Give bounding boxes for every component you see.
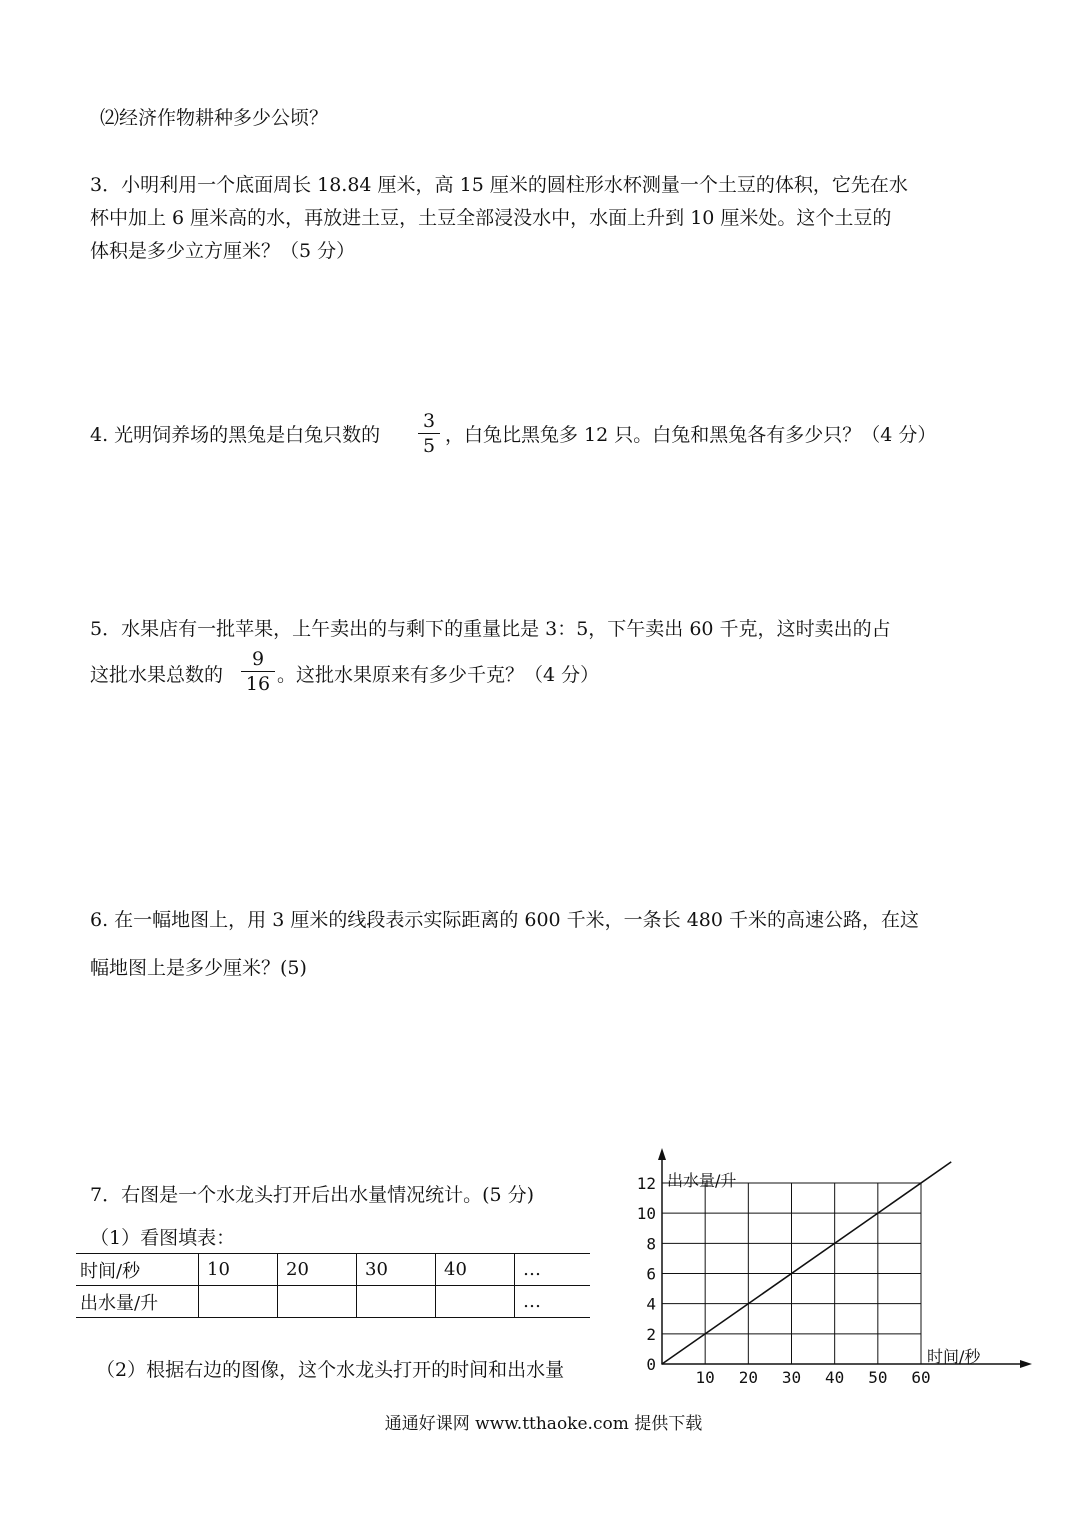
data-point bbox=[791, 1273, 793, 1275]
data-point bbox=[877, 1212, 879, 1214]
y-tick-label: 6 bbox=[646, 1264, 656, 1284]
q6-line1: 6. 在一幅地图上，用 3 厘米的线段表示实际距离的 600 千米，一条长 480 千米的高速公路，在这 bbox=[90, 909, 920, 931]
x-tick-label: 30 bbox=[781, 1368, 802, 1387]
answer-cell[interactable] bbox=[199, 1286, 278, 1318]
table-row bbox=[76, 1254, 590, 1286]
answer-cell[interactable] bbox=[436, 1286, 515, 1318]
data-point bbox=[661, 1363, 663, 1365]
q5-line1: 5．水果店有一批苹果，上午卖出的与剩下的重量比是 3：5，下午卖出 60 千克，这时卖出的占 bbox=[90, 618, 891, 640]
q5-text-after: 。这批水果原来有多少千克？（4 分） bbox=[277, 664, 600, 686]
y-tick-label: 12 bbox=[636, 1174, 656, 1193]
q4-fraction-numerator: 3 bbox=[422, 410, 436, 432]
y-tick-label: 4 bbox=[646, 1294, 656, 1314]
y-tick-label: 10 bbox=[636, 1204, 656, 1224]
q4-fraction bbox=[418, 410, 440, 457]
table-cell: 出水量/升 bbox=[76, 1286, 199, 1318]
q7-fill-table bbox=[76, 1253, 590, 1318]
x-tick-label: 40 bbox=[825, 1368, 845, 1387]
table-cell: … bbox=[515, 1286, 591, 1318]
table-cell: 30 bbox=[357, 1254, 436, 1286]
data-point bbox=[834, 1243, 836, 1245]
table-row bbox=[76, 1286, 590, 1318]
x-tick-label: 10 bbox=[695, 1368, 715, 1387]
q5-text-before: 这批水果总数的 bbox=[90, 664, 224, 686]
q3-line3: 体积是多少立方厘米？（5 分） bbox=[90, 240, 356, 262]
table-cell: … bbox=[515, 1254, 591, 1286]
x-tick-label: 50 bbox=[868, 1368, 888, 1387]
q3-line1: 3．小明利用一个底面周长 18.84 厘米，高 15 厘米的圆柱形水杯测量一个土豆的体积，它先在水 bbox=[90, 174, 908, 196]
data-point bbox=[704, 1333, 706, 1335]
x-tick-label: 60 bbox=[911, 1368, 931, 1387]
data-point bbox=[920, 1182, 922, 1184]
water-output-chart bbox=[620, 1140, 1035, 1390]
q4-text-before: 4. 光明饲养场的黑兔是白兔只数的 bbox=[90, 424, 381, 446]
q4-text-after: ，白兔比黑兔多 12 只。白兔和黑兔各有多少只？（4 分） bbox=[445, 424, 937, 446]
table-cell: 时间/秒 bbox=[76, 1254, 199, 1286]
q5-fraction bbox=[241, 648, 275, 695]
q3-line2: 杯中加上 6 厘米高的水，再放进土豆，土豆全部浸没水中，水面上升到 10 厘米处。这个土豆的 bbox=[90, 207, 892, 229]
q2-part2: ⑵经济作物耕种多少公顷？ bbox=[100, 107, 329, 129]
y-axis-arrow bbox=[658, 1148, 666, 1160]
x-axis-arrow bbox=[1020, 1360, 1032, 1368]
chart-tick-labels bbox=[637, 1174, 931, 1387]
data-point bbox=[748, 1303, 750, 1305]
answer-cell[interactable] bbox=[357, 1286, 436, 1318]
q7-sub2: （2）根据右边的图像，这个水龙头打开的时间和出水量 bbox=[96, 1359, 565, 1381]
q6-line2: 幅地图上是多少厘米？(5) bbox=[90, 957, 307, 979]
answer-cell[interactable] bbox=[278, 1286, 357, 1318]
table-cell: 40 bbox=[436, 1254, 515, 1286]
table-cell: 20 bbox=[278, 1254, 357, 1286]
q5-fraction-denominator: 16 bbox=[245, 673, 271, 695]
y-tick-label: 0 bbox=[646, 1355, 656, 1374]
footer: 通通好课网 www.tthaoke.com 提供下载 bbox=[384, 1414, 703, 1434]
y-tick-label: 2 bbox=[646, 1324, 656, 1344]
x-axis-label: 时间/秒 bbox=[927, 1347, 981, 1366]
q7-title: 7．右图是一个水龙头打开后出水量情况统计。(5 分) bbox=[90, 1184, 535, 1206]
y-tick-label: 8 bbox=[646, 1234, 656, 1254]
x-tick-label: 20 bbox=[738, 1368, 758, 1387]
y-axis-label: 出水量/升 bbox=[667, 1171, 737, 1190]
q7-sub1: （1）看图填表： bbox=[90, 1227, 236, 1249]
q5-fraction-numerator: 9 bbox=[251, 648, 265, 670]
table-cell: 10 bbox=[199, 1254, 278, 1286]
q4-fraction-denominator: 5 bbox=[422, 435, 436, 457]
